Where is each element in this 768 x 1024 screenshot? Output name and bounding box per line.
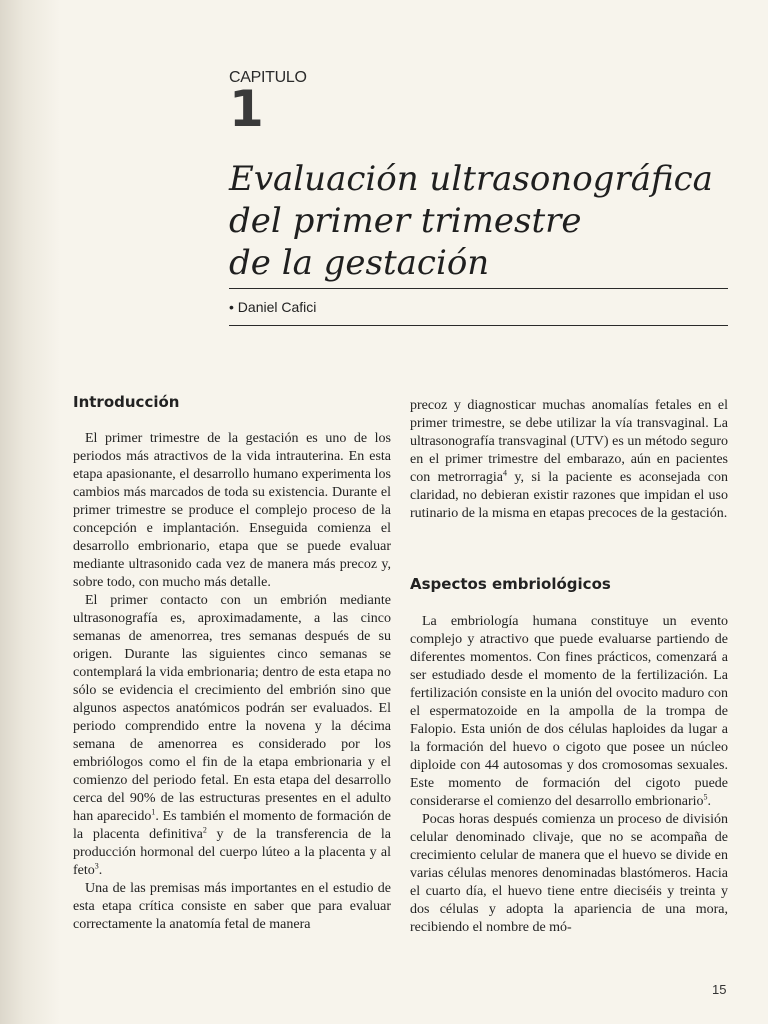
footnote-ref: 4 (502, 468, 507, 478)
section-heading-aspectos: Aspectos embriológicos (410, 575, 611, 593)
chapter-number: 1 (229, 80, 264, 138)
footnote-ref: 3 (94, 861, 99, 871)
paragraph: El primer trimestre de la gestación es uno de los periodos más atractivos de la vida intrauterina. En esta etapa apasionante, el desarrollo humano experimenta los cambios más marcados de toda su existencia. Durante el primer trimestre se produce el complejo proceso de la concepción e implantación. Enseguida comienza el desarrollo embrionario, etapa que se puede evaluar mediante ultrasonido cada vez de manera más precoz y, sobre todo, con mucho más detalle. (73, 431, 391, 590)
footnote-ref: 5 (703, 792, 708, 802)
paragraph: La embriología humana constituye un evento complejo y atractivo que puede evaluarse partiendo de diferentes momentos. Con fines prácticos, comenzará a ser estudiado desde el momento de la fertilización. La fertilización consiste en la unión del ovocito maduro con el espermatozoide en la ampolla de la trompa de Falopio. Esta unión de dos células haploides da lugar a la formación del huevo o cigoto que posee un núcleo diploide con 44 autosomas y dos cromosomas sexuales. Este momento de formación del cigoto puede considerarse el comienzo del desarrollo embrionario$^5$. (410, 614, 729, 809)
paragraph: Pocas horas después comienza un proceso de división celular denominado clivaje, que no se acompaña de crecimiento celular de manera que el huevo se divide en varias células menores denominadas blastómeros. Hacia el cuarto día, el huevo tiene entre dieciséis y treinta y dos células y adopta la apariencia de una mora, recibiendo el nombre de mó- (410, 812, 728, 935)
title-line: del primer trimestre (229, 201, 582, 241)
page-binding-shadow (0, 0, 60, 1024)
author-name: • Daniel Cafici (229, 299, 317, 315)
chapter-label: CAPITULO (229, 69, 307, 86)
right-column-intro (410, 397, 728, 523)
chapter-title (229, 158, 729, 284)
title-rule-bottom (229, 325, 728, 326)
left-column (73, 430, 391, 934)
title-line: Evaluación ultrasonográfica (229, 159, 713, 199)
paragraph: precoz y diagnosticar muchas anomalías fetales en el primer trimestre, se debe utilizar la vía transvaginal. La ultrasonografía transvaginal (UTV) es un método seguro en el primer trimestre del embarazo, aún en pacientes con metrorragia$^4$ y, si la paciente es aconsejada con claridad, no debieran existir razones que impidan el uso rutinario de la misma en etapas precoces de la gestación. (410, 398, 728, 521)
section-heading-introduccion: Introducción (73, 393, 180, 411)
right-column-body (410, 613, 728, 937)
paragraph: Una de las premisas más importantes en el estudio de esta etapa crítica consiste en saber que para evaluar correctamente la anatomía fetal de manera (73, 881, 391, 932)
title-line: de la gestación (229, 243, 490, 283)
page-number: 15 (712, 982, 727, 997)
paragraph: El primer contacto con un embrión mediante ultrasonografía es, aproximadamente, a las cinco semanas de amenorrea, tres semanas después de su origen. Durante las siguientes cinco semanas se contemplará la vida embrionaria; dentro de esta etapa no sólo se evidencia el crecimiento del embrión sino que algunos aspectos anatómicos podrán ser evaluados. El periodo comprendido entre la novena y la décima semana de amenorrea es considerado por los embriólogos como el fin de la etapa embrionaria y el comienzo del periodo fetal. En esta etapa del desarrollo cerca del 90% de las estructuras presentes en el adulto han aparecido$^1$. Es también el momento de formación de la placenta definitiva$^2$ y de la transferencia de la producción hormonal del cuerpo lúteo a la placenta y al feto$^3$. (73, 593, 392, 878)
footnote-ref: 2 (202, 825, 207, 835)
footnote-ref: 1 (151, 807, 156, 817)
title-rule-top (229, 288, 728, 289)
